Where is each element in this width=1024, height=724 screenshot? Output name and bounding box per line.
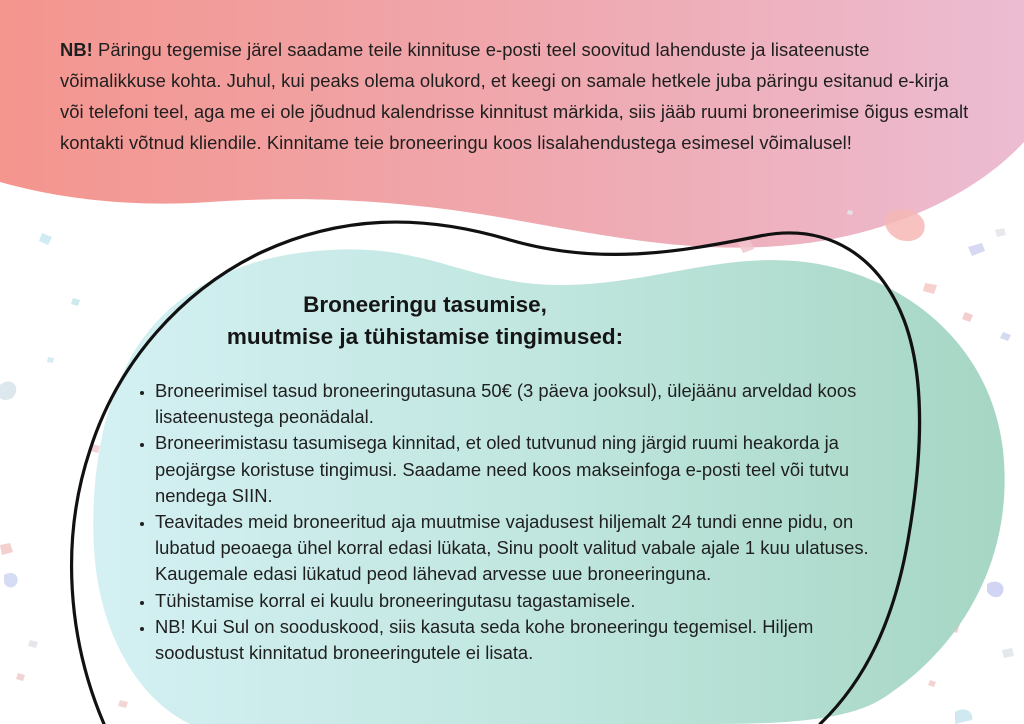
terms-item: • NB! Kui Sul on sooduskood, siis kasuta seda kohe broneeringu tegemisel. Hiljem soodustust kinnitatud broneeringutele ei lisata. bbox=[155, 614, 895, 666]
terms-item: • Broneerimistasu tasumisega kinnitad, et oled tutvunud ning järgid ruumi heakorda ja peojärgse koristuse tingimusi. Saadame need koos makseinfoga e-posti teel või tutvu nendega SIIN. bbox=[155, 430, 895, 509]
terms-item: • Broneerimisel tasud broneeringutasuna 50€ (3 päeva jooksul), ülejäänu arveldad koos lisateenustega peonädalal. bbox=[155, 378, 895, 430]
terms-heading-line1: Broneeringu tasumise, bbox=[303, 292, 547, 317]
terms-heading-line2: muutmise ja tühistamise tingimused: bbox=[226, 324, 624, 349]
terms-item: • Tühistamise korral ei kuulu broneeringutasu tagastamisele. bbox=[155, 588, 895, 614]
booking-notice bbox=[60, 34, 970, 158]
notice-label: NB! bbox=[60, 39, 93, 60]
terms-heading bbox=[140, 289, 710, 353]
terms-item: • Teavitades meid broneeritud aja muutmise vajadusest hiljemalt 24 tundi enne pidu, on lubatud peoaega ühel korral edasi lükata, Sinu poolt valitud vabale ajale 1 kuu ulatuses. Kaugemale edasi lükatud peod lähevad arvesse uue broneeringuna. bbox=[155, 509, 895, 588]
terms-list bbox=[133, 378, 895, 666]
notice-text: Päringu tegemise järel saadame teile kinnituse e-posti teel soovitud lahenduste ja lisateenuste võimalikkuse kohta. Juhul, kui peaks olema olukord, et keegi on samale hetkele juba päringu esitanud e-kirja või telefoni teel, aga me ei ole jõudnud kalendrisse kinnitust märkida, siis jääb ruumi broneerimise õigus esmalt kontakti võtnud kliendile. Kinnitame teie broneeringu koos lisalahendustega esimesel võimalusel! bbox=[60, 39, 969, 153]
